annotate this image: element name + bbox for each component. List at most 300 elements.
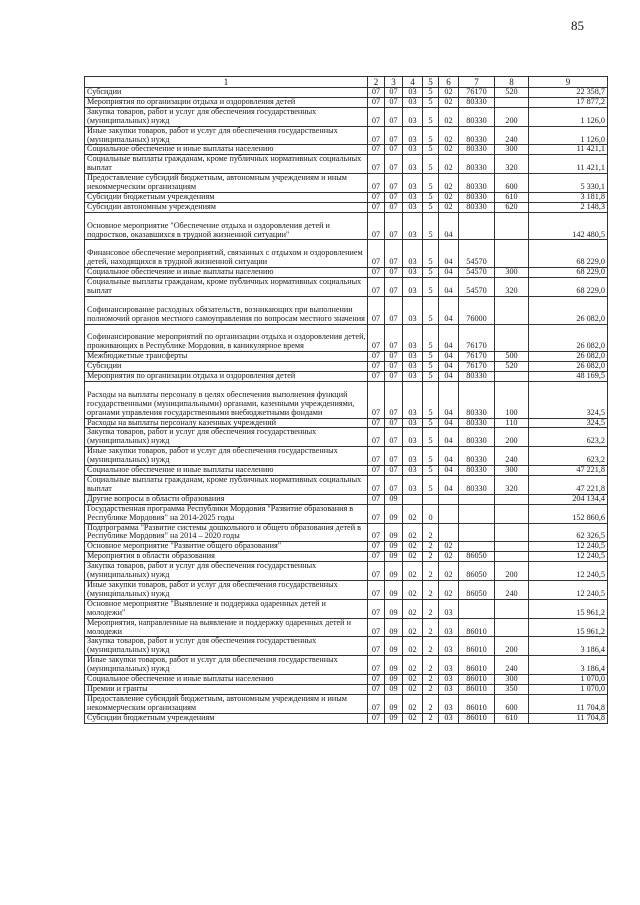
cell-name: Закупка товаров, работ и услуг для обеспечения государственных (муниципальных) нужд <box>85 428 368 447</box>
cell-section: 07 <box>368 126 385 145</box>
cell-subprogram: 5 <box>423 466 439 476</box>
table-row <box>85 155 608 174</box>
table-row <box>85 372 608 382</box>
cell-subsection: 09 <box>385 656 403 675</box>
table-row <box>85 174 608 193</box>
cell-event: 02 <box>439 126 459 145</box>
cell-event <box>439 523 459 542</box>
cell-section: 07 <box>368 713 385 723</box>
cell-amount: 17 877,2 <box>529 97 608 107</box>
cell-name: Субсидии <box>85 88 368 98</box>
cell-section: 07 <box>368 240 385 268</box>
table-row <box>85 476 608 495</box>
cell-direction <box>459 494 495 504</box>
cell-section: 07 <box>368 192 385 202</box>
cell-section: 07 <box>368 381 385 418</box>
cell-subsection: 07 <box>385 240 403 268</box>
cell-section: 07 <box>368 466 385 476</box>
cell-event: 03 <box>439 694 459 713</box>
cell-direction: 80330 <box>459 428 495 447</box>
cell-subsection: 09 <box>385 552 403 562</box>
table-row <box>85 212 608 240</box>
cell-direction: 80330 <box>459 107 495 126</box>
cell-amount: 204 134,4 <box>529 494 608 504</box>
cell-section: 07 <box>368 352 385 362</box>
cell-direction: 80330 <box>459 202 495 212</box>
cell-expense-type: 300 <box>495 268 529 278</box>
cell-amount: 22 358,7 <box>529 88 608 98</box>
cell-subprogram: 2 <box>423 684 439 694</box>
cell-amount: 11 704,8 <box>529 694 608 713</box>
cell-subsection: 07 <box>385 97 403 107</box>
cell-subprogram: 5 <box>423 372 439 382</box>
cell-subprogram: 5 <box>423 476 439 495</box>
cell-direction: 86050 <box>459 580 495 599</box>
table-body <box>85 77 608 724</box>
cell-subsection: 07 <box>385 324 403 352</box>
cell-name: Мероприятия в области образования <box>85 552 368 562</box>
cell-section: 07 <box>368 637 385 656</box>
table-row <box>85 713 608 723</box>
table-row <box>85 675 608 685</box>
table-row <box>85 240 608 268</box>
cell-name: Иные закупки товаров, работ и услуг для обеспечения государственных (муниципальных) нужд <box>85 580 368 599</box>
cell-amount: 47 221,8 <box>529 466 608 476</box>
cell-section: 07 <box>368 476 385 495</box>
cell-event: 03 <box>439 713 459 723</box>
cell-event: 04 <box>439 240 459 268</box>
cell-section: 07 <box>368 599 385 618</box>
cell-amount: 324,5 <box>529 381 608 418</box>
cell-subsection: 09 <box>385 713 403 723</box>
cell-subprogram: 5 <box>423 278 439 297</box>
cell-event: 02 <box>439 97 459 107</box>
cell-event: 02 <box>439 145 459 155</box>
header-cell-section: 2 <box>368 77 385 88</box>
table-row <box>85 97 608 107</box>
cell-subprogram: 5 <box>423 268 439 278</box>
cell-program: 03 <box>403 352 423 362</box>
cell-event: 02 <box>439 88 459 98</box>
cell-name: Закупка товаров, работ и услуг для обеспечения государственных (муниципальных) нужд <box>85 637 368 656</box>
table-row <box>85 542 608 552</box>
cell-subprogram: 5 <box>423 418 439 428</box>
budget-table <box>84 76 608 724</box>
cell-program: 03 <box>403 296 423 324</box>
cell-event: 04 <box>439 278 459 297</box>
cell-amount: 12 240,5 <box>529 552 608 562</box>
cell-name: Предоставление субсидий бюджетным, автономным учреждениям и иным некоммерческим организациям <box>85 174 368 193</box>
cell-program: 03 <box>403 418 423 428</box>
cell-event: 02 <box>439 202 459 212</box>
cell-program: 03 <box>403 381 423 418</box>
cell-name: Мероприятия по организации отдыха и оздоровления детей <box>85 372 368 382</box>
cell-expense-type: 110 <box>495 418 529 428</box>
cell-amount: 1 070,0 <box>529 684 608 694</box>
cell-expense-type: 300 <box>495 466 529 476</box>
cell-amount: 68 229,0 <box>529 268 608 278</box>
cell-section: 07 <box>368 494 385 504</box>
cell-event: 04 <box>439 466 459 476</box>
cell-program: 03 <box>403 372 423 382</box>
cell-amount: 623,2 <box>529 428 608 447</box>
cell-program: 03 <box>403 192 423 202</box>
table-row <box>85 656 608 675</box>
cell-section: 07 <box>368 580 385 599</box>
cell-amount: 1 126,0 <box>529 107 608 126</box>
cell-direction: 80330 <box>459 372 495 382</box>
table-row <box>85 381 608 418</box>
cell-section: 07 <box>368 324 385 352</box>
cell-section: 07 <box>368 418 385 428</box>
cell-section: 07 <box>368 145 385 155</box>
cell-program: 03 <box>403 155 423 174</box>
cell-name: Субсидии <box>85 362 368 372</box>
header-cell-amount: 9 <box>529 77 608 88</box>
cell-amount: 11 421,1 <box>529 145 608 155</box>
cell-section: 07 <box>368 107 385 126</box>
table-row <box>85 268 608 278</box>
cell-program: 03 <box>403 324 423 352</box>
cell-subsection: 07 <box>385 447 403 466</box>
cell-section: 07 <box>368 372 385 382</box>
cell-event: 04 <box>439 212 459 240</box>
cell-expense-type: 100 <box>495 381 529 418</box>
cell-event <box>439 504 459 523</box>
cell-name: Социальные выплаты гражданам, кроме публичных нормативных социальных выплат <box>85 155 368 174</box>
cell-direction: 80330 <box>459 418 495 428</box>
header-cell-event: 6 <box>439 77 459 88</box>
cell-direction: 86010 <box>459 618 495 637</box>
cell-direction: 80330 <box>459 381 495 418</box>
cell-subprogram: 2 <box>423 599 439 618</box>
cell-event: 02 <box>439 174 459 193</box>
cell-program: 02 <box>403 637 423 656</box>
cell-direction: 86010 <box>459 675 495 685</box>
cell-amount: 1 126,0 <box>529 126 608 145</box>
cell-amount: 142 480,5 <box>529 212 608 240</box>
cell-program: 02 <box>403 713 423 723</box>
cell-expense-type: 500 <box>495 352 529 362</box>
cell-program: 02 <box>403 552 423 562</box>
cell-subsection: 07 <box>385 278 403 297</box>
cell-subsection: 07 <box>385 352 403 362</box>
cell-direction <box>459 599 495 618</box>
cell-direction: 80330 <box>459 466 495 476</box>
cell-section: 07 <box>368 562 385 581</box>
header-cell-direction: 7 <box>459 77 495 88</box>
cell-direction: 86010 <box>459 713 495 723</box>
cell-program: 03 <box>403 88 423 98</box>
cell-subprogram: 5 <box>423 192 439 202</box>
cell-program: 02 <box>403 656 423 675</box>
cell-name: Социальное обеспечение и иные выплаты населению <box>85 145 368 155</box>
cell-amount: 11 704,8 <box>529 713 608 723</box>
table-row <box>85 580 608 599</box>
cell-name: Расходы на выплаты персоналу в целях обеспечения выполнения функций государственными (муниципальными) органами, казенными учреждениями, органами управления государственными внебюджетными фондами <box>85 381 368 418</box>
cell-program: 03 <box>403 212 423 240</box>
page-number: 85 <box>571 18 584 33</box>
cell-program: 02 <box>403 562 423 581</box>
cell-subsection: 07 <box>385 174 403 193</box>
cell-name: Основное мероприятие "Развитие общего образования" <box>85 542 368 552</box>
cell-event: 04 <box>439 476 459 495</box>
cell-program: 03 <box>403 362 423 372</box>
cell-subprogram: 2 <box>423 694 439 713</box>
cell-event: 04 <box>439 362 459 372</box>
cell-section: 07 <box>368 694 385 713</box>
cell-program: 02 <box>403 542 423 552</box>
cell-expense-type <box>495 542 529 552</box>
cell-direction <box>459 523 495 542</box>
cell-amount: 152 860,6 <box>529 504 608 523</box>
table-row <box>85 562 608 581</box>
table-row <box>85 324 608 352</box>
cell-event <box>439 494 459 504</box>
cell-amount: 5 330,1 <box>529 174 608 193</box>
cell-subsection: 09 <box>385 684 403 694</box>
cell-section: 07 <box>368 675 385 685</box>
cell-section: 07 <box>368 278 385 297</box>
cell-event: 04 <box>439 372 459 382</box>
cell-amount: 12 240,5 <box>529 562 608 581</box>
cell-subprogram: 2 <box>423 552 439 562</box>
cell-amount: 12 240,5 <box>529 542 608 552</box>
cell-subprogram: 5 <box>423 428 439 447</box>
cell-section: 07 <box>368 202 385 212</box>
cell-expense-type <box>495 212 529 240</box>
cell-expense-type: 300 <box>495 145 529 155</box>
cell-program: 03 <box>403 466 423 476</box>
cell-direction: 80330 <box>459 447 495 466</box>
cell-subprogram: 5 <box>423 324 439 352</box>
cell-expense-type: 300 <box>495 675 529 685</box>
cell-event: 03 <box>439 675 459 685</box>
cell-program: 02 <box>403 618 423 637</box>
cell-direction <box>459 504 495 523</box>
cell-name: Социальное обеспечение и иные выплаты населению <box>85 466 368 476</box>
cell-subprogram: 5 <box>423 212 439 240</box>
cell-program <box>403 494 423 504</box>
cell-expense-type: 320 <box>495 278 529 297</box>
table-row <box>85 523 608 542</box>
cell-program: 03 <box>403 97 423 107</box>
cell-expense-type: 200 <box>495 562 529 581</box>
cell-name: Закупка товаров, работ и услуг для обеспечения государственных (муниципальных) нужд <box>85 562 368 581</box>
cell-subprogram: 0 <box>423 504 439 523</box>
cell-subsection: 09 <box>385 694 403 713</box>
cell-section: 07 <box>368 268 385 278</box>
cell-subprogram: 2 <box>423 675 439 685</box>
cell-amount: 3 186,4 <box>529 656 608 675</box>
cell-direction: 86010 <box>459 656 495 675</box>
cell-expense-type <box>495 618 529 637</box>
cell-subsection: 07 <box>385 476 403 495</box>
table-header-row <box>85 77 608 88</box>
cell-program: 02 <box>403 599 423 618</box>
cell-subsection: 07 <box>385 126 403 145</box>
table-row <box>85 466 608 476</box>
cell-expense-type: 600 <box>495 694 529 713</box>
header-cell-expense-type: 8 <box>495 77 529 88</box>
cell-event: 03 <box>439 656 459 675</box>
cell-direction: 86050 <box>459 552 495 562</box>
cell-name: Межбюджетные трансферты <box>85 352 368 362</box>
cell-subsection: 07 <box>385 192 403 202</box>
cell-subsection: 07 <box>385 418 403 428</box>
cell-section: 07 <box>368 155 385 174</box>
cell-program: 03 <box>403 428 423 447</box>
cell-amount: 68 229,0 <box>529 278 608 297</box>
table-row <box>85 418 608 428</box>
cell-subprogram: 2 <box>423 618 439 637</box>
cell-amount: 62 326,5 <box>529 523 608 542</box>
cell-subsection: 07 <box>385 362 403 372</box>
cell-expense-type <box>495 324 529 352</box>
cell-expense-type: 610 <box>495 713 529 723</box>
cell-name: Иные закупки товаров, работ и услуг для обеспечения государственных (муниципальных) нужд <box>85 447 368 466</box>
cell-subsection: 07 <box>385 107 403 126</box>
cell-event: 03 <box>439 684 459 694</box>
cell-program: 03 <box>403 447 423 466</box>
table-row <box>85 504 608 523</box>
cell-section: 07 <box>368 684 385 694</box>
cell-subprogram: 2 <box>423 656 439 675</box>
cell-subprogram: 5 <box>423 145 439 155</box>
cell-section: 07 <box>368 523 385 542</box>
cell-name: Софинансирование мероприятий по организации отдыха и оздоровления детей, проживающих в Республике Мордовия, в каникулярное время <box>85 324 368 352</box>
cell-direction: 76170 <box>459 352 495 362</box>
header-cell-program: 4 <box>403 77 423 88</box>
cell-program: 02 <box>403 504 423 523</box>
cell-section: 07 <box>368 88 385 98</box>
cell-direction: 76000 <box>459 296 495 324</box>
cell-expense-type: 200 <box>495 107 529 126</box>
table-row <box>85 107 608 126</box>
cell-name: Иные закупки товаров, работ и услуг для обеспечения государственных (муниципальных) нужд <box>85 656 368 675</box>
header-cell-subsection: 3 <box>385 77 403 88</box>
table-row <box>85 126 608 145</box>
cell-section: 07 <box>368 212 385 240</box>
cell-name: Основное мероприятие "Обеспечение отдыха и оздоровления детей и подростков, оказавшихся в трудной жизненной ситуации" <box>85 212 368 240</box>
cell-direction: 86010 <box>459 637 495 656</box>
table-row <box>85 494 608 504</box>
table-row <box>85 599 608 618</box>
cell-event: 04 <box>439 381 459 418</box>
cell-name: Закупка товаров, работ и услуг для обеспечения государственных (муниципальных) нужд <box>85 107 368 126</box>
cell-subprogram: 2 <box>423 523 439 542</box>
cell-program: 03 <box>403 240 423 268</box>
cell-amount: 623,2 <box>529 447 608 466</box>
cell-program: 02 <box>403 684 423 694</box>
cell-name: Основное мероприятие "Выявление и поддержка одаренных детей и молодежи" <box>85 599 368 618</box>
cell-subsection: 07 <box>385 268 403 278</box>
header-cell-name: 1 <box>85 77 368 88</box>
cell-event: 04 <box>439 268 459 278</box>
cell-direction: 54570 <box>459 278 495 297</box>
cell-subsection: 07 <box>385 155 403 174</box>
cell-amount: 2 148,3 <box>529 202 608 212</box>
cell-name: Мероприятия, направленные на выявление и поддержку одаренных детей и молодежи <box>85 618 368 637</box>
cell-section: 07 <box>368 656 385 675</box>
cell-direction: 54570 <box>459 268 495 278</box>
cell-direction: 80330 <box>459 476 495 495</box>
cell-direction: 80330 <box>459 145 495 155</box>
cell-section: 07 <box>368 504 385 523</box>
cell-expense-type: 200 <box>495 637 529 656</box>
cell-subprogram: 5 <box>423 240 439 268</box>
cell-event: 03 <box>439 618 459 637</box>
cell-expense-type: 240 <box>495 656 529 675</box>
cell-program: 02 <box>403 580 423 599</box>
cell-subprogram: 5 <box>423 296 439 324</box>
cell-name: Расходы на выплаты персоналу казенных учреждений <box>85 418 368 428</box>
cell-amount: 3 186,4 <box>529 637 608 656</box>
cell-subprogram: 5 <box>423 126 439 145</box>
cell-program: 03 <box>403 145 423 155</box>
cell-name: Социальное обеспечение и иные выплаты населению <box>85 675 368 685</box>
cell-event: 03 <box>439 599 459 618</box>
cell-direction: 80330 <box>459 126 495 145</box>
cell-program: 02 <box>403 694 423 713</box>
cell-amount: 12 240,5 <box>529 580 608 599</box>
table-row <box>85 618 608 637</box>
cell-section: 07 <box>368 97 385 107</box>
cell-subsection: 07 <box>385 212 403 240</box>
cell-amount: 26 082,0 <box>529 362 608 372</box>
cell-subprogram: 2 <box>423 637 439 656</box>
table-row <box>85 447 608 466</box>
cell-direction: 76170 <box>459 88 495 98</box>
cell-section: 07 <box>368 362 385 372</box>
cell-subprogram: 2 <box>423 542 439 552</box>
cell-subsection: 07 <box>385 372 403 382</box>
cell-subsection: 07 <box>385 428 403 447</box>
cell-subsection: 09 <box>385 504 403 523</box>
cell-program: 03 <box>403 476 423 495</box>
cell-expense-type: 520 <box>495 88 529 98</box>
cell-event: 02 <box>439 107 459 126</box>
cell-subprogram: 5 <box>423 155 439 174</box>
cell-amount: 26 082,0 <box>529 324 608 352</box>
cell-subprogram: 5 <box>423 174 439 193</box>
cell-expense-type <box>495 296 529 324</box>
cell-name: Социальное обеспечение и иные выплаты населению <box>85 268 368 278</box>
cell-direction: 54570 <box>459 240 495 268</box>
cell-subprogram: 5 <box>423 107 439 126</box>
cell-name: Предоставление субсидий бюджетным, автономным учреждениям и иным некоммерческим организациям <box>85 694 368 713</box>
cell-expense-type <box>495 494 529 504</box>
cell-event: 02 <box>439 552 459 562</box>
table-row <box>85 88 608 98</box>
cell-name: Софинансирование расходных обязательств, возникающих при выполнении полномочий органов местного самоуправления по вопросам местного значения <box>85 296 368 324</box>
cell-name: Субсидии бюджетным учреждениям <box>85 192 368 202</box>
cell-subprogram: 5 <box>423 352 439 362</box>
cell-subprogram <box>423 494 439 504</box>
cell-event: 02 <box>439 192 459 202</box>
cell-amount: 324,5 <box>529 418 608 428</box>
cell-name: Иные закупки товаров, работ и услуг для обеспечения государственных (муниципальных) нужд <box>85 126 368 145</box>
cell-subsection: 07 <box>385 296 403 324</box>
cell-amount: 26 082,0 <box>529 296 608 324</box>
cell-expense-type <box>495 552 529 562</box>
cell-event: 02 <box>439 562 459 581</box>
cell-direction: 86010 <box>459 684 495 694</box>
cell-program: 03 <box>403 174 423 193</box>
cell-subprogram: 5 <box>423 381 439 418</box>
cell-event: 04 <box>439 447 459 466</box>
cell-event: 04 <box>439 324 459 352</box>
